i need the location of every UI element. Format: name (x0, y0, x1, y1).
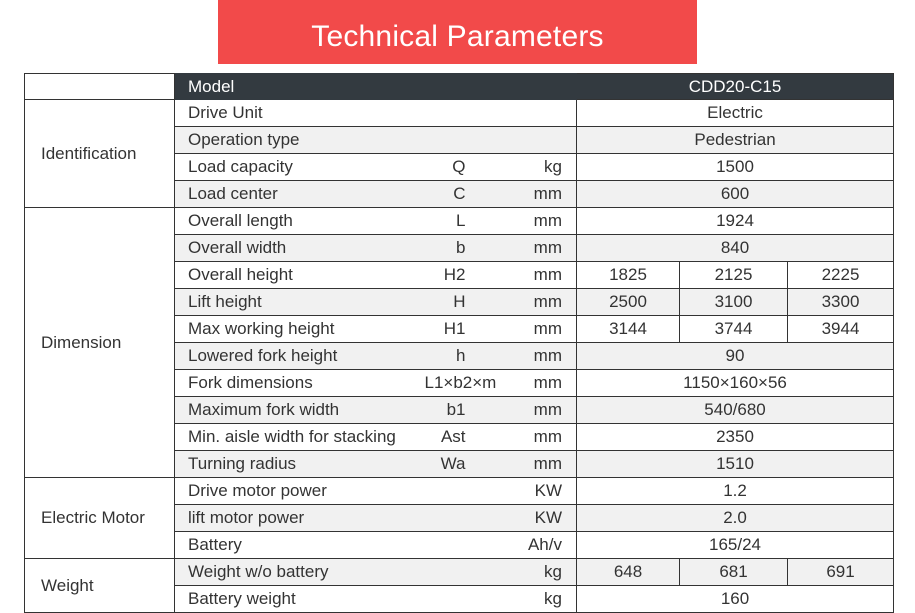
parameter-unit: mm (470, 397, 577, 424)
parameters-table (24, 73, 894, 613)
parameter-unit: kg (470, 586, 577, 613)
parameter-value: 2500 (577, 289, 680, 316)
parameter-unit: mm (470, 181, 577, 208)
parameter-unit: KW (470, 478, 577, 505)
parameter-value: Pedestrian (577, 127, 894, 154)
parameter-unit (470, 100, 577, 127)
table-row (25, 478, 894, 505)
section-label: Dimension (25, 208, 175, 478)
parameter-name: Lift height (175, 289, 425, 316)
parameter-unit: mm (470, 343, 577, 370)
parameter-name: Overall height (175, 262, 425, 289)
parameter-value: 3100 (680, 289, 788, 316)
parameter-unit: mm (470, 424, 577, 451)
table-header-row (25, 74, 894, 100)
table-row (25, 100, 894, 127)
parameter-symbol: b1 (425, 397, 470, 424)
parameter-unit: Ah/v (470, 532, 577, 559)
parameter-name: Load center (175, 181, 425, 208)
parameter-value: 1924 (577, 208, 894, 235)
parameter-symbol (425, 100, 470, 127)
parameter-name: Overall width (175, 235, 425, 262)
parameter-name: Drive motor power (175, 478, 425, 505)
parameter-symbol: h (425, 343, 470, 370)
parameter-symbol (425, 559, 470, 586)
parameter-value: 1500 (577, 154, 894, 181)
parameter-value: 2125 (680, 262, 788, 289)
parameter-value: 648 (577, 559, 680, 586)
parameter-value: 3744 (680, 316, 788, 343)
parameter-symbol: b (425, 235, 470, 262)
parameter-value: 160 (577, 586, 894, 613)
parameter-name: Min. aisle width for stacking (175, 424, 425, 451)
parameter-value: 691 (788, 559, 894, 586)
header-model-label: Model (175, 74, 425, 100)
parameter-name: Max working height (175, 316, 425, 343)
parameter-name: Lowered fork height (175, 343, 425, 370)
parameter-name: Battery (175, 532, 425, 559)
parameter-name: Fork dimensions (175, 370, 425, 397)
parameter-unit: mm (470, 451, 577, 478)
parameter-value: 90 (577, 343, 894, 370)
parameter-value: 1150×160×56 (577, 370, 894, 397)
parameter-unit: kg (470, 559, 577, 586)
parameter-name: Weight w/o battery (175, 559, 425, 586)
parameter-unit: kg (470, 154, 577, 181)
parameter-value: 165/24 (577, 532, 894, 559)
header-blank-cell (25, 74, 175, 100)
parameter-unit (470, 127, 577, 154)
parameter-symbol: H2 (425, 262, 470, 289)
parameter-symbol (425, 127, 470, 154)
parameter-name: lift motor power (175, 505, 425, 532)
parameter-symbol (425, 586, 470, 613)
parameter-symbol: C (425, 181, 470, 208)
parameter-name: Operation type (175, 127, 425, 154)
parameter-value: 2.0 (577, 505, 894, 532)
parameter-name: Maximum fork width (175, 397, 425, 424)
parameter-value: 3144 (577, 316, 680, 343)
parameter-symbol (425, 532, 470, 559)
section-label: Weight (25, 559, 175, 613)
parameter-value: 1825 (577, 262, 680, 289)
parameter-value: 600 (577, 181, 894, 208)
parameter-value: 681 (680, 559, 788, 586)
header-model-value: CDD20-C15 (577, 74, 894, 100)
parameter-symbol: L (425, 208, 470, 235)
parameter-symbol: Wa (425, 451, 470, 478)
page-title: Technical Parameters (311, 20, 604, 53)
parameter-symbol: H1 (425, 316, 470, 343)
parameter-name: Overall length (175, 208, 425, 235)
parameter-unit: KW (470, 505, 577, 532)
parameter-symbol (425, 505, 470, 532)
section-label: Electric Motor (25, 478, 175, 559)
parameter-value: 2225 (788, 262, 894, 289)
parameter-unit: mm (470, 208, 577, 235)
parameter-unit: mm (470, 370, 577, 397)
parameter-unit: mm (470, 289, 577, 316)
parameter-symbol: Ast (425, 424, 470, 451)
parameter-value: 540/680 (577, 397, 894, 424)
parameter-value: Electric (577, 100, 894, 127)
parameter-value: 1.2 (577, 478, 894, 505)
parameter-unit: mm (470, 262, 577, 289)
parameter-symbol (425, 478, 470, 505)
parameter-name: Load capacity (175, 154, 425, 181)
parameter-symbol: Q (425, 154, 470, 181)
parameter-unit: mm (470, 235, 577, 262)
parameter-value: 2350 (577, 424, 894, 451)
parameter-value: 1510 (577, 451, 894, 478)
parameter-symbol: H (425, 289, 470, 316)
title-banner (218, 0, 697, 64)
parameter-value: 3300 (788, 289, 894, 316)
parameter-unit: mm (470, 316, 577, 343)
parameter-name: Drive Unit (175, 100, 425, 127)
section-label: Identification (25, 100, 175, 208)
table-row (25, 208, 894, 235)
parameter-name: Turning radius (175, 451, 425, 478)
parameter-value: 3944 (788, 316, 894, 343)
table-row (25, 559, 894, 586)
parameter-value: 840 (577, 235, 894, 262)
parameter-symbol: L1×b2×m (425, 370, 470, 397)
parameter-name: Battery weight (175, 586, 425, 613)
